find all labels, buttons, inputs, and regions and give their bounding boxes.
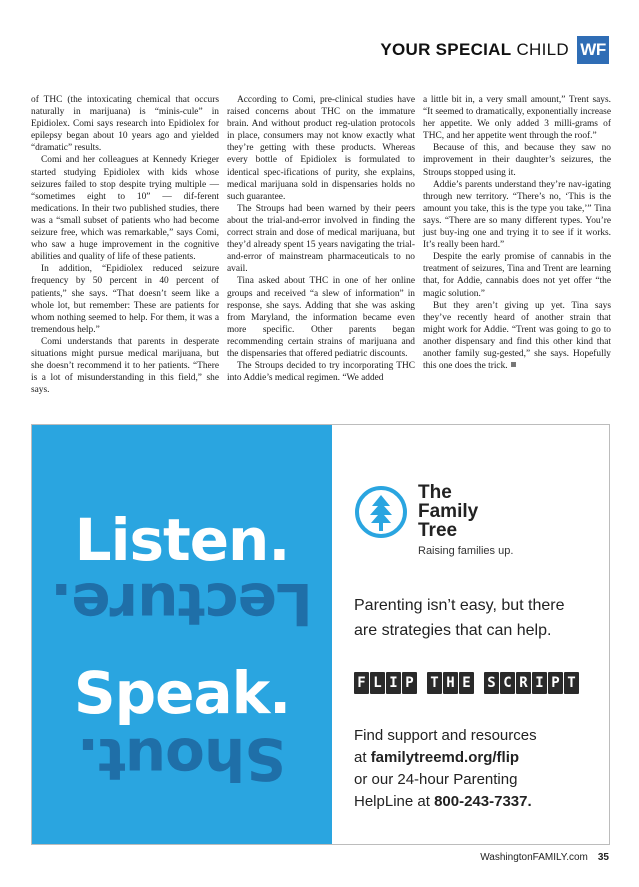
family-tree-advertisement[interactable] xyxy=(31,424,610,845)
page-footer xyxy=(480,852,609,863)
ad-word-lecture: Lecture. xyxy=(51,570,313,638)
family-tree-logo-icon xyxy=(354,485,408,539)
flip-letter: L xyxy=(370,672,385,694)
flip-letter: C xyxy=(500,672,515,694)
page-header xyxy=(380,36,609,64)
flip-letter: P xyxy=(402,672,417,694)
flip-letter: S xyxy=(484,672,499,694)
flip-word xyxy=(427,672,474,694)
wf-logo: WF xyxy=(577,36,609,64)
page-number: 35 xyxy=(597,852,609,863)
support-line: or our 24-hour Parenting xyxy=(354,771,518,788)
flip-letter: I xyxy=(386,672,401,694)
section-title-bold: YOUR SPECIAL xyxy=(380,40,512,59)
paragraph: Despite the early promise of cannabis in the treatment of seizures, Tina and Trent are learning that, for Addie, cannabis does not yet offer “the magic solution.” xyxy=(423,252,611,299)
ad-word-listen: Listen. xyxy=(74,506,290,574)
flip-the-script-banner xyxy=(354,672,609,694)
support-line: Find support and resources xyxy=(354,727,537,744)
paragraph: Addie’s parents understand they’re nav-igating through new territory. “There’s no, ‘This is the amount you take, this is the type you take,’” Tina says. “There are so many different types. You’re just buy-ing one and trying it to see if it works. It’s really been hard.” xyxy=(423,179,611,251)
flip-letter: P xyxy=(548,672,563,694)
ad-word-shout: Shout. xyxy=(78,725,286,793)
paragraph-text: But they aren’t giving up yet. Tina says they’ve recently heard of another strain that might work for Addie. “Trent was going to go to another dispensary and find this other kind that another family sug-gested,” she says. Hopefully this one does the trick. xyxy=(423,300,611,372)
flip-word xyxy=(354,672,417,694)
paragraph: Comi understands that parents in desperate situations might pursue medical marijuana, but she doesn’t recommend it to her patients. “There is a lot of misunderstanding in this field,” she says. xyxy=(31,336,219,396)
end-mark-icon xyxy=(511,362,516,367)
ad-support-text xyxy=(354,725,609,813)
flip-letter: T xyxy=(564,672,579,694)
ad-info-panel xyxy=(332,425,609,844)
paragraph: The Stroups had been warned by their peers about the trial-and-error involved in finding the correct strain and dose of medical marijuana, but they’d already spent 15 years navigating the trial-and-error of mainstream pharmaceuticals to no avail. xyxy=(227,203,415,275)
flip-letter: R xyxy=(516,672,531,694)
paragraph: a little bit in, a very small amount,” Trent says. “It seemed to dramatically, exponentially increase her appetite. We only added 3 milli-grams of THC, and her appetite went through the roof.” xyxy=(423,95,611,142)
article-column-1 xyxy=(31,94,219,396)
article-column-2 xyxy=(227,94,415,396)
flip-letter: H xyxy=(443,672,458,694)
flip-letter: T xyxy=(427,672,442,694)
support-helpline: HelpLine at xyxy=(354,793,430,810)
paragraph: In addition, “Epidiolex reduced seizure frequency by 50 percent in 40 percent of patients,” she says. “That doesn’t seem like a whole lot, but remember: These are patients for whom nothing seemed to help. For them, it was a tremendous help.” xyxy=(31,264,219,335)
brand-text xyxy=(418,483,513,557)
article-body xyxy=(31,94,611,396)
flip-word xyxy=(484,672,579,694)
flip-letter: I xyxy=(532,672,547,694)
flip-letter: F xyxy=(354,672,369,694)
ad-word-panel xyxy=(32,425,332,844)
support-line xyxy=(354,747,609,769)
paragraph: According to Comi, pre-clinical studies have raised concerns about THC on the immature brain. And without product reg-ulation protocols in place, consumers may not know exactly what they’re getting with these products. Whereas every bottle of Epidiolex is formulated to identical spec-ifications of purity, she explains, medical marijuana sold in dispensaries holds no such guarantee. xyxy=(227,95,415,202)
support-at: at xyxy=(354,749,367,766)
ad-copy: Parenting isn’t easy, but there are strategies that can help. xyxy=(354,597,565,639)
section-title-light: CHILD xyxy=(516,40,569,59)
paragraph: The Stroups decided to try incorporating THC into Addie’s medical regimen. “We added xyxy=(227,361,415,384)
paragraph: of THC (the intoxicating chemical that occurs naturally in marijuana) is “minis-cule” in Epidiolex. Comi says research into Epidiolex for epilepsy began about 10 years ago and yielded “dramatic” results. xyxy=(31,95,219,154)
paragraph: Comi and her colleagues at Kennedy Krieger started studying Epidiolex with kids whose seizures failed to stop despite trying multiple — “sometimes eight to 10” — dif-ferent medications. In their two published studies, there was a “small subset of patients who had become seizure free, which was remarkable,” says Comi, who saw a huge improvement in the cognitive abilities and quality of life of these patients. xyxy=(31,155,219,263)
publication-url: WashingtonFAMILY.com xyxy=(480,852,588,863)
paragraph: Tina asked about THC in one of her online groups and received “a slew of information” in response, she says. Adding that she was asking from Maryland, the information became even more specific. Other parents began recommending certain strains of marijuana and the dispensaries that offered pediatric discounts. xyxy=(227,276,415,359)
section-title xyxy=(380,40,569,60)
brand-name-line: Family xyxy=(418,501,479,522)
support-phone[interactable]: 800-243-7337. xyxy=(434,793,532,810)
brand-tagline: Raising families up. xyxy=(418,545,514,557)
brand-name-line: The xyxy=(418,482,452,503)
support-line xyxy=(354,791,609,813)
family-tree-brand xyxy=(354,483,609,557)
support-url-link[interactable]: familytreemd.org/flip xyxy=(370,749,520,766)
flip-letter: E xyxy=(459,672,474,694)
ad-word-speak: Speak. xyxy=(73,659,291,727)
brand-name-line: Tree xyxy=(418,520,458,541)
paragraph: Because of this, and because they saw no improvement in their daughter’s seizures, the Stroups stopped using it. xyxy=(423,143,611,178)
paragraph-last xyxy=(423,300,611,373)
article-column-3 xyxy=(423,94,611,396)
